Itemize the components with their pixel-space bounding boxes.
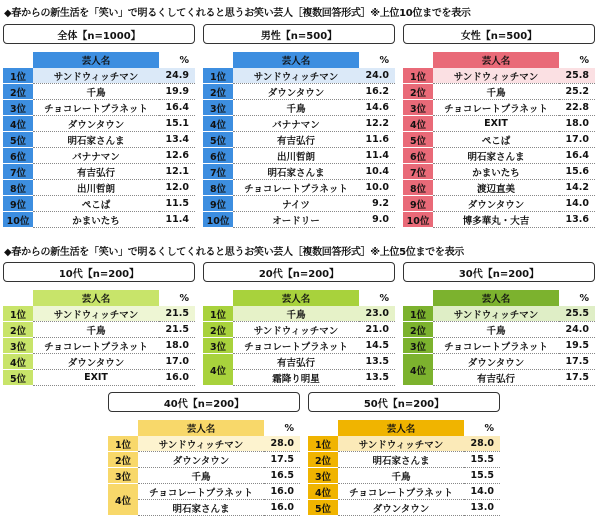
comedian-name: サンドウィッチマン xyxy=(33,68,159,84)
table-row xyxy=(3,132,195,148)
comedian-name: チョコレートプラネット xyxy=(433,100,559,116)
comedian-name: ぺこぱ xyxy=(33,196,159,212)
name-header: 芸人名 xyxy=(338,420,464,436)
percent-value: 16.4 xyxy=(559,148,595,164)
percent-value: 12.0 xyxy=(159,180,195,196)
comedian-name: 明石家さんま xyxy=(138,500,264,516)
table-row xyxy=(308,436,500,452)
percent-value: 19.9 xyxy=(159,84,195,100)
rank-cell: 1位 xyxy=(3,306,33,322)
percent-value: 16.5 xyxy=(264,468,300,484)
comedian-name: 千鳥 xyxy=(138,468,264,484)
comedian-name: 出川哲朗 xyxy=(233,148,359,164)
table-row xyxy=(3,370,195,386)
rank-cell: 10位 xyxy=(203,212,233,228)
table-row xyxy=(403,116,595,132)
percent-value: 12.2 xyxy=(359,116,395,132)
percent-value: 21.5 xyxy=(159,306,195,322)
percent-value: 24.0 xyxy=(559,322,595,338)
rank-cell: 6位 xyxy=(3,148,33,164)
percent-value: 11.4 xyxy=(159,212,195,228)
table-row xyxy=(3,116,195,132)
group-header: 10代【n=200】 xyxy=(3,262,195,282)
table-row xyxy=(203,212,395,228)
percent-value: 22.8 xyxy=(559,100,595,116)
percent-value: 17.5 xyxy=(559,370,595,386)
table-row xyxy=(403,306,595,322)
comedian-name: ダウンタウン xyxy=(233,84,359,100)
rank-cell: 2位 xyxy=(403,84,433,100)
rank-cell: 2位 xyxy=(3,322,33,338)
table-row xyxy=(108,484,300,500)
rank-cell: 1位 xyxy=(3,68,33,84)
group-header: 40代【n=200】 xyxy=(108,392,300,412)
rank-cell: 4位 xyxy=(3,116,33,132)
rank-cell: 6位 xyxy=(403,148,433,164)
comedian-name: チョコレートプラネット xyxy=(33,338,159,354)
percent-value: 11.5 xyxy=(159,196,195,212)
table-row xyxy=(403,354,595,370)
rank-cell: 1位 xyxy=(108,436,138,452)
comedian-name: ダウンタウン xyxy=(433,354,559,370)
rank-header xyxy=(108,420,138,436)
table-row xyxy=(203,116,395,132)
rank-cell: 4位 xyxy=(203,116,233,132)
table-row xyxy=(203,164,395,180)
table-row xyxy=(403,164,595,180)
percent-value: 16.0 xyxy=(264,484,300,500)
percent-value: 19.5 xyxy=(559,338,595,354)
percent-header: % xyxy=(484,422,494,434)
rank-cell: 7位 xyxy=(403,164,433,180)
table-row xyxy=(203,84,395,100)
comedian-name: サンドウィッチマン xyxy=(233,68,359,84)
comedian-name: チョコレートプラネット xyxy=(233,180,359,196)
percent-value: 14.0 xyxy=(559,196,595,212)
group-header: 30代【n=200】 xyxy=(403,262,595,282)
comedian-name: 博多華丸・大吉 xyxy=(433,212,559,228)
table-row xyxy=(3,164,195,180)
rank-cell: 5位 xyxy=(3,132,33,148)
table-row xyxy=(3,68,195,84)
rank-cell: 7位 xyxy=(3,164,33,180)
rank-cell: 3位 xyxy=(203,100,233,116)
comedian-name: EXIT xyxy=(33,370,159,386)
name-header: 芸人名 xyxy=(33,290,159,306)
comedian-name: 明石家さんま xyxy=(338,452,464,468)
table-row xyxy=(203,132,395,148)
section1-title: ◆春からの新生活を「笑い」で明るくしてくれると思うお笑い芸人［複数回答形式］※上位10位までを表示 xyxy=(4,8,471,19)
rank-cell: 1位 xyxy=(203,68,233,84)
table-row xyxy=(403,338,595,354)
comedian-name: 千鳥 xyxy=(338,468,464,484)
table-row xyxy=(403,132,595,148)
rank-cell: 4位 xyxy=(108,484,138,516)
ranking-table xyxy=(3,290,195,386)
rank-cell: 3位 xyxy=(403,338,433,354)
comedian-name: 千鳥 xyxy=(433,322,559,338)
rank-cell: 3位 xyxy=(108,468,138,484)
percent-value: 16.4 xyxy=(159,100,195,116)
rank-cell: 2位 xyxy=(108,452,138,468)
ranking-table xyxy=(108,420,300,516)
percent-value: 12.1 xyxy=(159,164,195,180)
percent-value: 15.6 xyxy=(559,164,595,180)
rank-cell: 3位 xyxy=(3,338,33,354)
table-row xyxy=(108,452,300,468)
ranking-table xyxy=(203,290,395,386)
table-row xyxy=(3,196,195,212)
comedian-name: ぺこぱ xyxy=(433,132,559,148)
table-row xyxy=(203,322,395,338)
percent-value: 13.0 xyxy=(464,500,500,516)
comedian-name: 渡辺直美 xyxy=(433,180,559,196)
percent-header: % xyxy=(579,292,589,304)
table-row xyxy=(403,180,595,196)
table-row xyxy=(203,148,395,164)
rank-header xyxy=(3,290,33,306)
percent-header: % xyxy=(284,422,294,434)
rank-cell: 4位 xyxy=(403,354,433,386)
percent-value: 23.0 xyxy=(359,306,395,322)
percent-value: 21.0 xyxy=(359,322,395,338)
group-header: 女性【n=500】 xyxy=(403,24,595,44)
comedian-name: ダウンタウン xyxy=(138,452,264,468)
percent-value: 9.2 xyxy=(359,196,395,212)
comedian-name: 明石家さんま xyxy=(233,164,359,180)
percent-value: 25.5 xyxy=(559,306,595,322)
comedian-name: 千鳥 xyxy=(233,100,359,116)
rank-header xyxy=(308,420,338,436)
rank-header xyxy=(403,290,433,306)
rank-cell: 2位 xyxy=(403,322,433,338)
rank-cell: 4位 xyxy=(403,116,433,132)
comedian-name: チョコレートプラネット xyxy=(433,338,559,354)
rank-cell: 10位 xyxy=(403,212,433,228)
comedian-name: ナイツ xyxy=(233,196,359,212)
rank-cell: 5位 xyxy=(403,132,433,148)
table-row xyxy=(3,180,195,196)
percent-value: 13.6 xyxy=(559,212,595,228)
group-header: 50代【n=200】 xyxy=(308,392,500,412)
comedian-name: 千鳥 xyxy=(233,306,359,322)
table-row xyxy=(3,306,195,322)
group-header: 全体【n=1000】 xyxy=(3,24,195,44)
rank-cell: 8位 xyxy=(403,180,433,196)
percent-value: 25.2 xyxy=(559,84,595,100)
table-row xyxy=(203,354,395,370)
ranking-table xyxy=(308,420,500,516)
comedian-name: 有吉弘行 xyxy=(33,164,159,180)
percent-value: 28.0 xyxy=(464,436,500,452)
comedian-name: 明石家さんま xyxy=(33,132,159,148)
comedian-name: チョコレートプラネット xyxy=(33,100,159,116)
percent-value: 17.0 xyxy=(159,354,195,370)
comedian-name: 千鳥 xyxy=(33,322,159,338)
percent-value: 17.5 xyxy=(264,452,300,468)
percent-value: 15.5 xyxy=(464,452,500,468)
percent-header: % xyxy=(579,54,589,66)
percent-value: 16.0 xyxy=(159,370,195,386)
percent-value: 18.0 xyxy=(159,338,195,354)
table-row xyxy=(403,100,595,116)
table-row xyxy=(203,196,395,212)
percent-header: % xyxy=(379,292,389,304)
table-row xyxy=(203,306,395,322)
percent-value: 14.0 xyxy=(464,484,500,500)
name-header: 芸人名 xyxy=(33,52,159,68)
table-row xyxy=(308,500,500,516)
rank-header xyxy=(203,52,233,68)
comedian-name: バナナマン xyxy=(233,116,359,132)
group-header: 20代【n=200】 xyxy=(203,262,395,282)
table-row xyxy=(3,354,195,370)
comedian-name: 霜降り明星 xyxy=(233,370,359,386)
table-row xyxy=(3,322,195,338)
comedian-name: ダウンタウン xyxy=(338,500,464,516)
rank-cell: 2位 xyxy=(203,322,233,338)
percent-value: 17.0 xyxy=(559,132,595,148)
rank-cell: 3位 xyxy=(403,100,433,116)
rank-header xyxy=(203,290,233,306)
rank-cell: 1位 xyxy=(403,306,433,322)
comedian-name: バナナマン xyxy=(33,148,159,164)
name-header: 芸人名 xyxy=(233,290,359,306)
comedian-name: サンドウィッチマン xyxy=(338,436,464,452)
rank-cell: 8位 xyxy=(3,180,33,196)
rank-cell: 4位 xyxy=(3,354,33,370)
rank-cell: 1位 xyxy=(403,68,433,84)
percent-value: 17.5 xyxy=(559,354,595,370)
ranking-table xyxy=(403,52,595,228)
table-row xyxy=(403,196,595,212)
table-row xyxy=(403,84,595,100)
comedian-name: かまいたち xyxy=(433,164,559,180)
table-row xyxy=(108,436,300,452)
table-row xyxy=(203,100,395,116)
table-row xyxy=(308,484,500,500)
percent-value: 13.4 xyxy=(159,132,195,148)
rank-header xyxy=(3,52,33,68)
percent-value: 25.8 xyxy=(559,68,595,84)
table-row xyxy=(308,468,500,484)
percent-value: 28.0 xyxy=(264,436,300,452)
table-row xyxy=(308,452,500,468)
percent-value: 18.0 xyxy=(559,116,595,132)
rank-cell: 1位 xyxy=(203,306,233,322)
name-header: 芸人名 xyxy=(233,52,359,68)
rank-header xyxy=(403,52,433,68)
comedian-name: チョコレートプラネット xyxy=(338,484,464,500)
rank-cell: 9位 xyxy=(3,196,33,212)
percent-value: 13.5 xyxy=(359,354,395,370)
rank-cell: 2位 xyxy=(203,84,233,100)
comedian-name: 千鳥 xyxy=(33,84,159,100)
percent-header: % xyxy=(379,54,389,66)
rank-cell: 8位 xyxy=(203,180,233,196)
name-header: 芸人名 xyxy=(138,420,264,436)
comedian-name: 明石家さんま xyxy=(433,148,559,164)
rank-cell: 4位 xyxy=(203,354,233,386)
comedian-name: ダウンタウン xyxy=(33,354,159,370)
percent-value: 14.6 xyxy=(359,100,395,116)
table-row xyxy=(108,468,300,484)
percent-value: 24.9 xyxy=(159,68,195,84)
table-row xyxy=(203,180,395,196)
percent-value: 9.0 xyxy=(359,212,395,228)
ranking-table xyxy=(3,52,195,228)
ranking-table xyxy=(403,290,595,386)
table-row xyxy=(3,84,195,100)
percent-value: 21.5 xyxy=(159,322,195,338)
table-row xyxy=(203,68,395,84)
group-header: 男性【n=500】 xyxy=(203,24,395,44)
percent-value: 24.0 xyxy=(359,68,395,84)
comedian-name: サンドウィッチマン xyxy=(433,68,559,84)
percent-value: 13.5 xyxy=(359,370,395,386)
percent-value: 11.6 xyxy=(359,132,395,148)
comedian-name: チョコレートプラネット xyxy=(233,338,359,354)
percent-value: 16.0 xyxy=(264,500,300,516)
comedian-name: 出川哲朗 xyxy=(33,180,159,196)
table-row xyxy=(403,148,595,164)
comedian-name: サンドウィッチマン xyxy=(138,436,264,452)
percent-header: % xyxy=(179,292,189,304)
comedian-name: サンドウィッチマン xyxy=(33,306,159,322)
percent-value: 15.1 xyxy=(159,116,195,132)
rank-cell: 3位 xyxy=(203,338,233,354)
comedian-name: サンドウィッチマン xyxy=(433,306,559,322)
comedian-name: 有吉弘行 xyxy=(433,370,559,386)
percent-value: 11.4 xyxy=(359,148,395,164)
rank-cell: 6位 xyxy=(203,148,233,164)
percent-value: 10.0 xyxy=(359,180,395,196)
table-row xyxy=(403,68,595,84)
rank-cell: 5位 xyxy=(308,500,338,516)
table-row xyxy=(403,212,595,228)
percent-value: 14.2 xyxy=(559,180,595,196)
comedian-name: 有吉弘行 xyxy=(233,132,359,148)
table-row xyxy=(3,148,195,164)
percent-value: 16.2 xyxy=(359,84,395,100)
rank-cell: 1位 xyxy=(308,436,338,452)
percent-value: 14.5 xyxy=(359,338,395,354)
comedian-name: 有吉弘行 xyxy=(233,354,359,370)
rank-cell: 5位 xyxy=(203,132,233,148)
rank-cell: 2位 xyxy=(3,84,33,100)
percent-value: 10.4 xyxy=(359,164,395,180)
rank-cell: 5位 xyxy=(3,370,33,386)
table-row xyxy=(3,338,195,354)
comedian-name: チョコレートプラネット xyxy=(138,484,264,500)
rank-cell: 3位 xyxy=(308,468,338,484)
rank-cell: 4位 xyxy=(308,484,338,500)
percent-header: % xyxy=(179,54,189,66)
comedian-name: オードリー xyxy=(233,212,359,228)
table-row xyxy=(3,212,195,228)
rank-cell: 9位 xyxy=(403,196,433,212)
comedian-name: ダウンタウン xyxy=(433,196,559,212)
rank-cell: 2位 xyxy=(308,452,338,468)
ranking-table xyxy=(203,52,395,228)
rank-cell: 9位 xyxy=(203,196,233,212)
name-header: 芸人名 xyxy=(433,290,559,306)
comedian-name: EXIT xyxy=(433,116,559,132)
table-row xyxy=(203,338,395,354)
rank-cell: 3位 xyxy=(3,100,33,116)
table-row xyxy=(403,322,595,338)
comedian-name: 千鳥 xyxy=(433,84,559,100)
section2-title: ◆春からの新生活を「笑い」で明るくしてくれると思うお笑い芸人［複数回答形式］※上位5位までを表示 xyxy=(4,247,464,258)
comedian-name: かまいたち xyxy=(33,212,159,228)
comedian-name: ダウンタウン xyxy=(33,116,159,132)
comedian-name: サンドウィッチマン xyxy=(233,322,359,338)
percent-value: 12.6 xyxy=(159,148,195,164)
table-row xyxy=(3,100,195,116)
percent-value: 15.5 xyxy=(464,468,500,484)
name-header: 芸人名 xyxy=(433,52,559,68)
rank-cell: 7位 xyxy=(203,164,233,180)
rank-cell: 10位 xyxy=(3,212,33,228)
